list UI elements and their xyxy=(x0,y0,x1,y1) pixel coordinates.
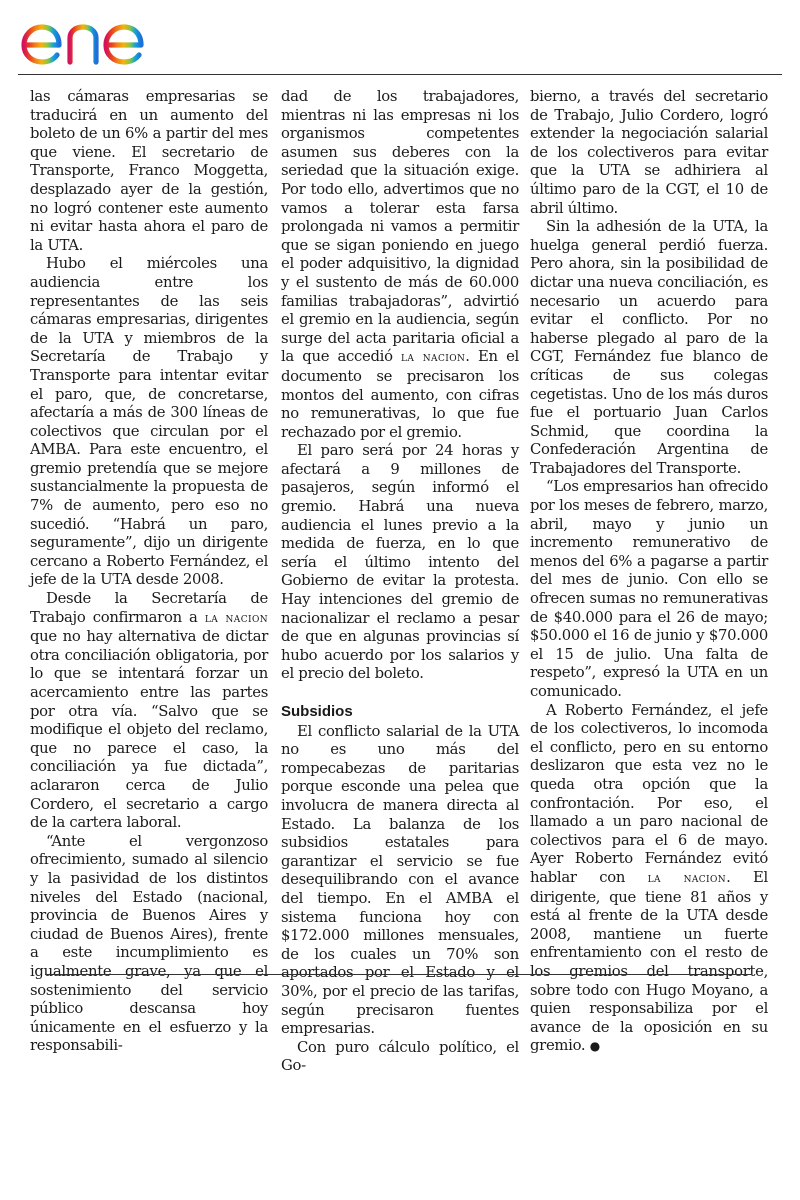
source-la-nacion: la nacion xyxy=(204,610,269,626)
paragraph: Hubo el miércoles una audiencia entre los representantes de las seis cámaras empresarias, dirigentes de la UTA y miembros de la Secretaría de Trabajo y Transporte para intentar evitar el paro, que, de concretarse, afectaría a más de 300 líneas de colectivos que circulan por el AMBA. Para este encuentro, el gremio pretendía que se mejore sustancialmente la propuesta de 7% de aumento, pero eso no sucedió. “Habrá un paro, seguramente”, dijo un dirigente cercano a Roberto Fernández, el jefe de la UTA desde 2008. xyxy=(30,255,268,589)
paragraph: El conflicto salarial de la UTA no es uno más del rompecabezas de paritarias porque esconde una pelea que involucra de manera directa al Estado. La balanza de los subsidios estatales para garantizar el servicio se fue desequilibrando con el avance del tiempo. En el AMBA el sistema funciona hoy con $172.000 millones mensuales, de los cuales un 70% son aportados por el Estado y el 30%, por el precio de las tarifas, según precisaron fuentes empresarias. xyxy=(281,722,519,1038)
footer-rule xyxy=(45,974,752,975)
source-la-nacion: la nacion xyxy=(647,870,727,886)
enel-logo xyxy=(18,10,178,68)
subheading-subsidios: Subsidios xyxy=(281,703,353,720)
article-column-1 xyxy=(30,88,268,1056)
article-column-2 xyxy=(281,88,519,1076)
paragraph: Desde la Secretaría de Trabajo confirmaron a la nacion que no hay alternativa de dictar otra conciliación obligatoria, por lo que se intentará forzar un acercamiento entre las partes por otra vía. “Salvo que se modifique el objeto del reclamo, que no parece el caso, la conciliación ya fue dictada”, aclararon cerca de Julio Cordero, el secretario a cargo de la cartera laboral. xyxy=(30,590,269,832)
paragraph: dad de los trabajadores, mientras ni las empresas ni los organismos competentes asumen sus deberes con la seriedad que la situación exige. Por todo ello, advertimos que no vamos a tolerar esta farsa prolongada ni vamos a permitir que se sigan poniendo en juego el poder adquisitivo, la dignidad y el sustento de más de 60.000 familias trabajadoras”, advirtió el gremio en la audiencia, según surge del acta paritaria oficial a la que accedió la nacion. En el documento se precisaron los montos del aumento, con cifras no remunerativas, lo que fue rechazado por el gremio. xyxy=(281,88,519,441)
paragraph: “Los empresarios han ofrecido por los meses de febrero, marzo, abril, mayo y junio un incremento remunerativo de menos del 6% a pagarse a partir del mes de junio. Con ello se ofrecen sumas no remunerativas de $40.000 para el 26 de mayo; $50.000 el 16 de junio y $70.000 el 15 de julio. Una falta de respeto”, expresó la UTA en un comunicado. xyxy=(530,478,768,700)
paragraph: “Ante el vergonzoso ofrecimiento, sumado al silencio y la pasividad de los distintos niveles del Estado (nacional, provincia de Buenos Aires y ciudad de Buenos Aires), frente a este incumplimiento es igualmente grave, ya que el sostenimiento del servicio público descansa hoy únicamente en el esfuerzo y la responsabili- xyxy=(30,832,268,1055)
article-column-3 xyxy=(530,88,768,1056)
paragraph: Con puro cálculo político, el Go- xyxy=(281,1038,519,1075)
paragraph: las cámaras empresarias se traducirá en un aumento del boleto de un 6% a partir del mes que viene. El secretario de Transporte, Franco Moggetta, desplazado ayer de la gestión, no logró contener este aumento ni evitar hasta ahora el paro de la UTA. xyxy=(30,88,268,254)
paragraph: El paro será por 24 horas y afectará a 9 millones de pasajeros, según informó el gremio. Habrá una nueva audiencia el lunes previo a la medida de fuerza, en lo que sería el último intento del Gobierno de evitar la protesta. Hay intenciones del gremio de nacionalizar el reclamo a pesar de que en algunas provincias sí hubo acuerdo por los salarios y el precio del boleto. xyxy=(281,442,519,683)
source-la-nacion: la nacion xyxy=(401,350,466,366)
paragraph: Sin la adhesión de la UTA, la huelga general perdió fuerza. Pero ahora, sin la posibilidad de dictar una nueva conciliación, es necesario un acuerdo para evitar el conflicto. Por no haberse plegado al paro de la CGT, Fernández fue blanco de críticas de sus colegas cegetistas. Uno de los más duros fue el portuario Juan Carlos Schmid, que coordina la Confederación Argentina de Trabajadores del Transporte. xyxy=(530,218,768,477)
paragraph: A Roberto Fernández, el jefe de los colectiveros, lo incomoda el conflicto, pero en su entorno deslizaron que esta vez no le queda otra opción que la confrontación. Por eso, el llamado a un paro nacional de colectivos para el 6 de mayo. Ayer Roberto Fernández evitó hablar con la nacion. El dirigente, que tiene 81 años y está al frente de la UTA desde 2008, mantiene un fuerte enfrentamiento con el resto de los gremios del transporte, sobre todo con Hugo Moyano, a quien responsabiliza por el avance de la oposición en su gremio. ● xyxy=(530,701,768,1055)
header-rule xyxy=(18,74,782,75)
end-mark-icon: ● xyxy=(589,1039,600,1054)
paragraph: bierno, a través del secretario de Trabajo, Julio Cordero, logró extender la negociación salarial de los colectiveros para evitar que la UTA se adhiriera al último paro de la CGT, el 10 de abril último. xyxy=(530,88,768,217)
article-body xyxy=(0,88,800,1075)
